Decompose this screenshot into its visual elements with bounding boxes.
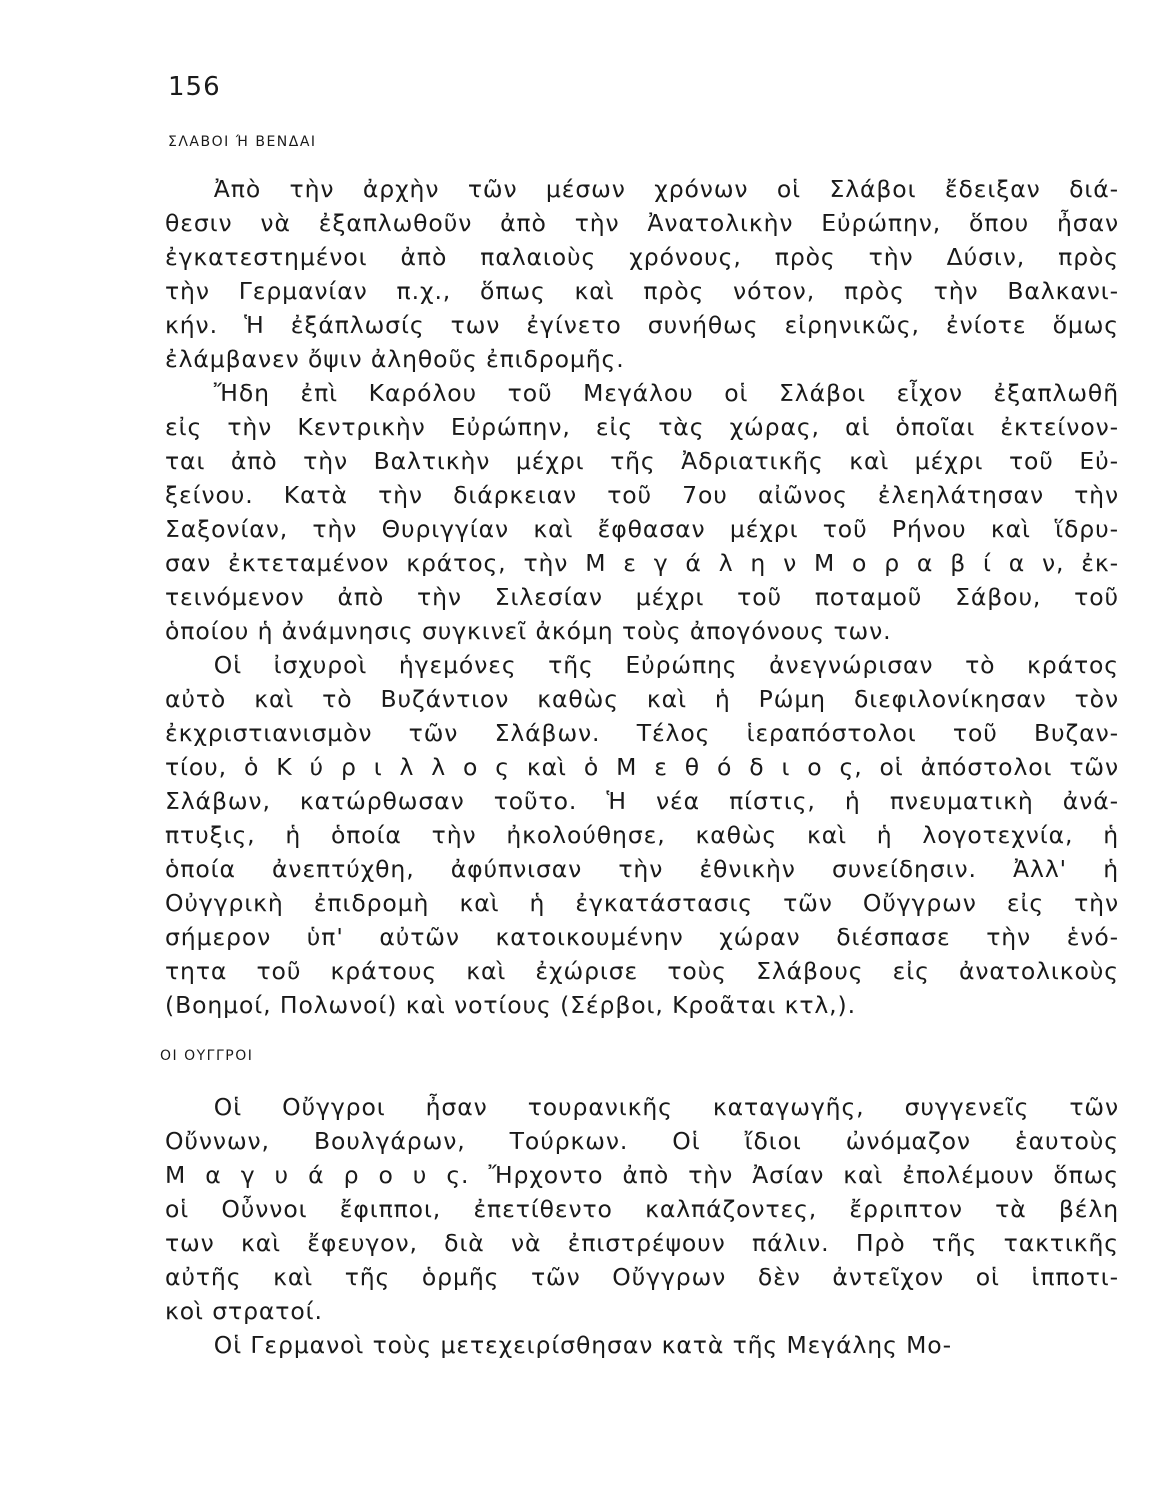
- text-line: ται ἀπὸ τὴν Βαλτικὴν μέχρι τῆς Ἀδριατικῆς καὶ μέχρι τοῦ Εὐ-: [165, 447, 1119, 475]
- text-line: ἐκχριστιανισμὸν τῶν Σλάβων. Τέλος ἱεραπόστολοι τοῦ Βυζαν-: [165, 719, 1119, 747]
- text-line: αὐτῆς καὶ τῆς ὁρμῆς τῶν Οὔγγρων δὲν ἀντεῖχον οἱ ἱπποτι-: [165, 1263, 1119, 1291]
- text-line: Ἀπὸ τὴν ἀρχὴν τῶν μέσων χρόνων οἱ Σλάβοι ἔδειξαν διά-: [165, 175, 1119, 203]
- text-line: Οἱ ἰσχυροὶ ἡγεμόνες τῆς Εὐρώπης ἀνεγνώρισαν τὸ κράτος: [165, 651, 1119, 679]
- running-head: ΣΛΑΒΟΙ Ή ΒΕΝΔΑΙ: [168, 134, 317, 150]
- text-line: Οἱ Γερμανοὶ τοὺς μετεχειρίσθησαν κατὰ τῆς Μεγάλης Μο-: [165, 1331, 952, 1359]
- page-number: 156: [168, 72, 221, 102]
- text-line: οἱ Οὖννοι ἔφιπποι, ἐπετίθεντο καλπάζοντες, ἔρριπτον τὰ βέλη: [165, 1195, 1119, 1223]
- text-line: Οὔννων, Βουλγάρων, Τούρκων. Οἱ ἴδιοι ὠνόμαζον ἑαυτοὺς: [165, 1127, 1119, 1155]
- text-line: των καὶ ἔφευγον, διὰ νὰ ἐπιστρέψουν πάλιν. Πρὸ τῆς τακτικῆς: [165, 1229, 1119, 1257]
- section-hungarians-text: [165, 1090, 1119, 1362]
- text-line: Ἤδη ἐπὶ Καρόλου τοῦ Μεγάλου οἱ Σλάβοι εἶχον ἐξαπλωθῆ: [165, 379, 1119, 407]
- text-line: ἐλάμβανεν ὄψιν ἀληθοῦς ἐπιδρομῆς.: [165, 345, 625, 373]
- text-line: κήν. Ἡ ἐξάπλωσίς των ἐγίνετο συνήθως εἰρηνικῶς, ἐνίοτε ὅμως: [165, 311, 1119, 339]
- text-line: τίου, ὁ Κ ύ ρ ι λ λ ο ς καὶ ὁ Μ ε θ ό δ ι ο ς, οἱ ἀπόστολοι τῶν: [165, 753, 1119, 781]
- text-line: Οἱ Οὔγγροι ἦσαν τουρανικῆς καταγωγῆς, συγγενεῖς τῶν: [165, 1093, 1119, 1121]
- text-line: ξείνου. Κατὰ τὴν διάρκειαν τοῦ 7ου αἰῶνος ἐλεηλάτησαν τὴν: [165, 481, 1119, 509]
- text-line: Μ α γ υ ά ρ ο υ ς. Ἤρχοντο ἀπὸ τὴν Ἀσίαν καὶ ἐπολέμουν ὅπως: [165, 1161, 1119, 1189]
- text-line: ὁποίου ἡ ἀνάμνησις συγκινεῖ ἀκόμη τοὺς ἀπογόνους των.: [165, 617, 892, 645]
- text-line: ὁποία ἀνεπτύχθη, ἀφύπνισαν τὴν ἐθνικὴν συνείδησιν. Ἀλλ' ἡ: [165, 855, 1119, 883]
- section-heading: ΟΙ ΟΥΓΓΡΟΙ: [160, 1048, 254, 1064]
- text-line: αὐτὸ καὶ τὸ Βυζάντιον καθὼς καὶ ἡ Ρώμη διεφιλονίκησαν τὸν: [165, 685, 1119, 713]
- text-line: (Βοημοί, Πολωνοί) καὶ νοτίους (Σέρβοι, Κροᾶται κτλ,).: [165, 991, 856, 1019]
- text-line: σαν ἐκτεταμένον κράτος, τὴν Μ ε γ ά λ η ν Μ ο ρ α β ί α ν, ἐκ-: [165, 549, 1119, 577]
- text-line: κοὶ στρατοί.: [165, 1297, 323, 1325]
- text-line: Σαξονίαν, τὴν Θυριγγίαν καὶ ἔφθασαν μέχρι τοῦ Ρήνου καὶ ἵδρυ-: [165, 515, 1119, 543]
- text-line: θεσιν νὰ ἐξαπλωθοῦν ἀπὸ τὴν Ἀνατολικὴν Εὐρώπην, ὅπου ἦσαν: [165, 209, 1119, 237]
- text-line: τεινόμενον ἀπὸ τὴν Σιλεσίαν μέχρι τοῦ ποταμοῦ Σάβου, τοῦ: [165, 583, 1119, 611]
- text-line: τητα τοῦ κράτους καὶ ἐχώρισε τοὺς Σλάβους εἰς ἀνατολικοὺς: [165, 957, 1119, 985]
- text-line: ἐγκατεστημένοι ἀπὸ παλαιοὺς χρόνους, πρὸς τὴν Δύσιν, πρὸς: [165, 243, 1119, 271]
- text-line: σήμερον ὑπ' αὐτῶν κατοικουμένην χώραν διέσπασε τὴν ἑνό-: [165, 923, 1119, 951]
- text-line: πτυξις, ἡ ὁποία τὴν ἠκολούθησε, καθὼς καὶ ἡ λογοτεχνία, ἡ: [165, 821, 1119, 849]
- text-line: τὴν Γερμανίαν π.χ., ὅπως καὶ πρὸς νότον, πρὸς τὴν Βαλκανι-: [165, 277, 1119, 305]
- section-slavs-text: [165, 172, 1119, 1022]
- text-line: εἰς τὴν Κεντρικὴν Εὐρώπην, εἰς τὰς χώρας, αἱ ὁποῖαι ἐκτείνον-: [165, 413, 1119, 441]
- text-line: Σλάβων, κατώρθωσαν τοῦτο. Ἡ νέα πίστις, ἡ πνευματικὴ ἀνά-: [165, 787, 1119, 815]
- text-line: Οὐγγρικὴ ἐπιδρομὴ καὶ ἡ ἐγκατάστασις τῶν Οὔγγρων εἰς τὴν: [165, 889, 1119, 917]
